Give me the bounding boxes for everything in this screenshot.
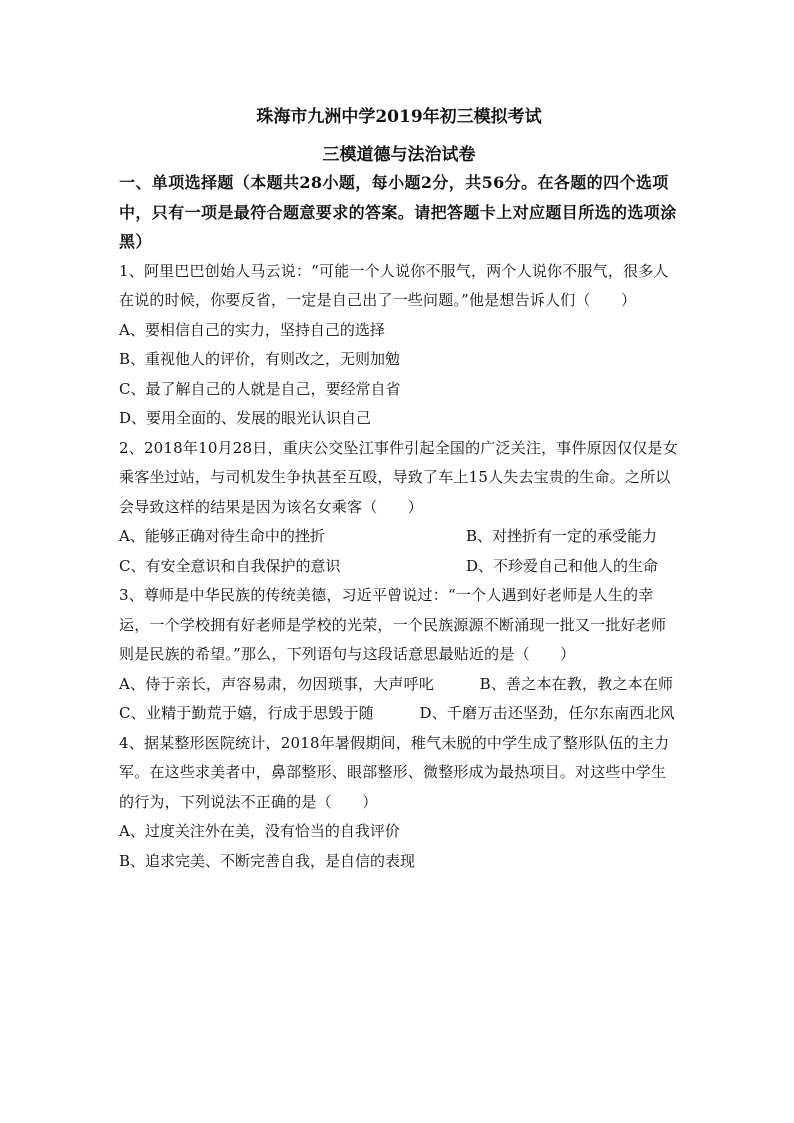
question-2-options-row-1 xyxy=(119,522,679,552)
question-3-stem: 3、尊师是中华民族的传统美德，习近平曾说过：“一个人遇到好老师是人生的幸运，一个学校拥有好老师是学校的光荣，一个民族源源不断涌现一批又一批好老师则是民族的希望。”那么，下列语句与这段话意思最贴近的是（ ） xyxy=(119,586,667,663)
question-2-option-c: C、有安全意识和自我保护的意识 xyxy=(119,556,341,575)
question-1-stem: 1、阿里巴巴创始人马云说：“可能一个人说你不服气，两个人说你不服气，很多人在说的时候，你要反省，一定是自己出了一些问题。”他是想告诉人们（ ） xyxy=(119,261,669,309)
section-heading: 一、单项选择题（本题共28小题，每小题2分，共56分。在各题的四个选项中，只有一项是最符合题意要求的答案。请把答题卡上对应题目所选的选项涂黑） xyxy=(119,173,677,251)
question-1-option-b: B、重视他人的评价，有则改之，无则加勉 xyxy=(119,350,401,368)
question-2-option-d: D、不珍爱自己和他人的生命 xyxy=(466,556,659,575)
question-4-option-b: B、追求完美、不断完善自我，是自信的表现 xyxy=(119,851,416,870)
question-4-option-a: A、过度关注外在美，没有恰当的自我评价 xyxy=(119,822,400,840)
exam-title: 珠海市九洲中学2019年初三模拟考试 xyxy=(256,107,542,127)
question-2-options-row-2 xyxy=(119,552,679,582)
question-1-option-d: D、要用全面的、发展的眼光认识自己 xyxy=(119,409,372,427)
page-content xyxy=(119,104,679,876)
question-1-option-c: C、最了解自己的人就是自己，要经常自省 xyxy=(119,379,401,398)
question-3-options-ab: A、侍于亲长，声容易肃，勿因琐事，大声呼叱 B、善之本在教，教之本在师 xyxy=(119,674,674,693)
exam-subtitle: 三模道德与法治试卷 xyxy=(322,145,476,165)
question-2-option-b: B、对挫折有一定的承受能力 xyxy=(466,527,658,545)
question-1-option-a: A、要相信自己的实力，坚持自己的选择 xyxy=(119,320,385,339)
question-2-stem: 2、2018年10月28日，重庆公交坠江事件引起全国的广泛关注，事件原因仅仅是女乘客坐过站，与司机发生争执甚至互殴，导致了车上15人失去宝贵的生命。之所以会导致这样的结果是因为该名女乘客（ ） xyxy=(119,438,678,516)
question-4-stem: 4、据某整形医院统计，2018年暑假期间，稚气未脱的中学生成了整形队伍的主力军。在这些求美者中，鼻部整形、眼部整形、微整形成为最热项目。对这些中学生的行为，下列说法不正确的是（ ） xyxy=(119,733,670,811)
question-3-options-cd: C、业精于勤荒于嬉，行成于思毁于随 D、千磨万击还坚劲，任尔东南西北风 xyxy=(119,704,675,722)
question-2-option-a: A、能够正确对待生命中的挫折 xyxy=(119,527,325,545)
